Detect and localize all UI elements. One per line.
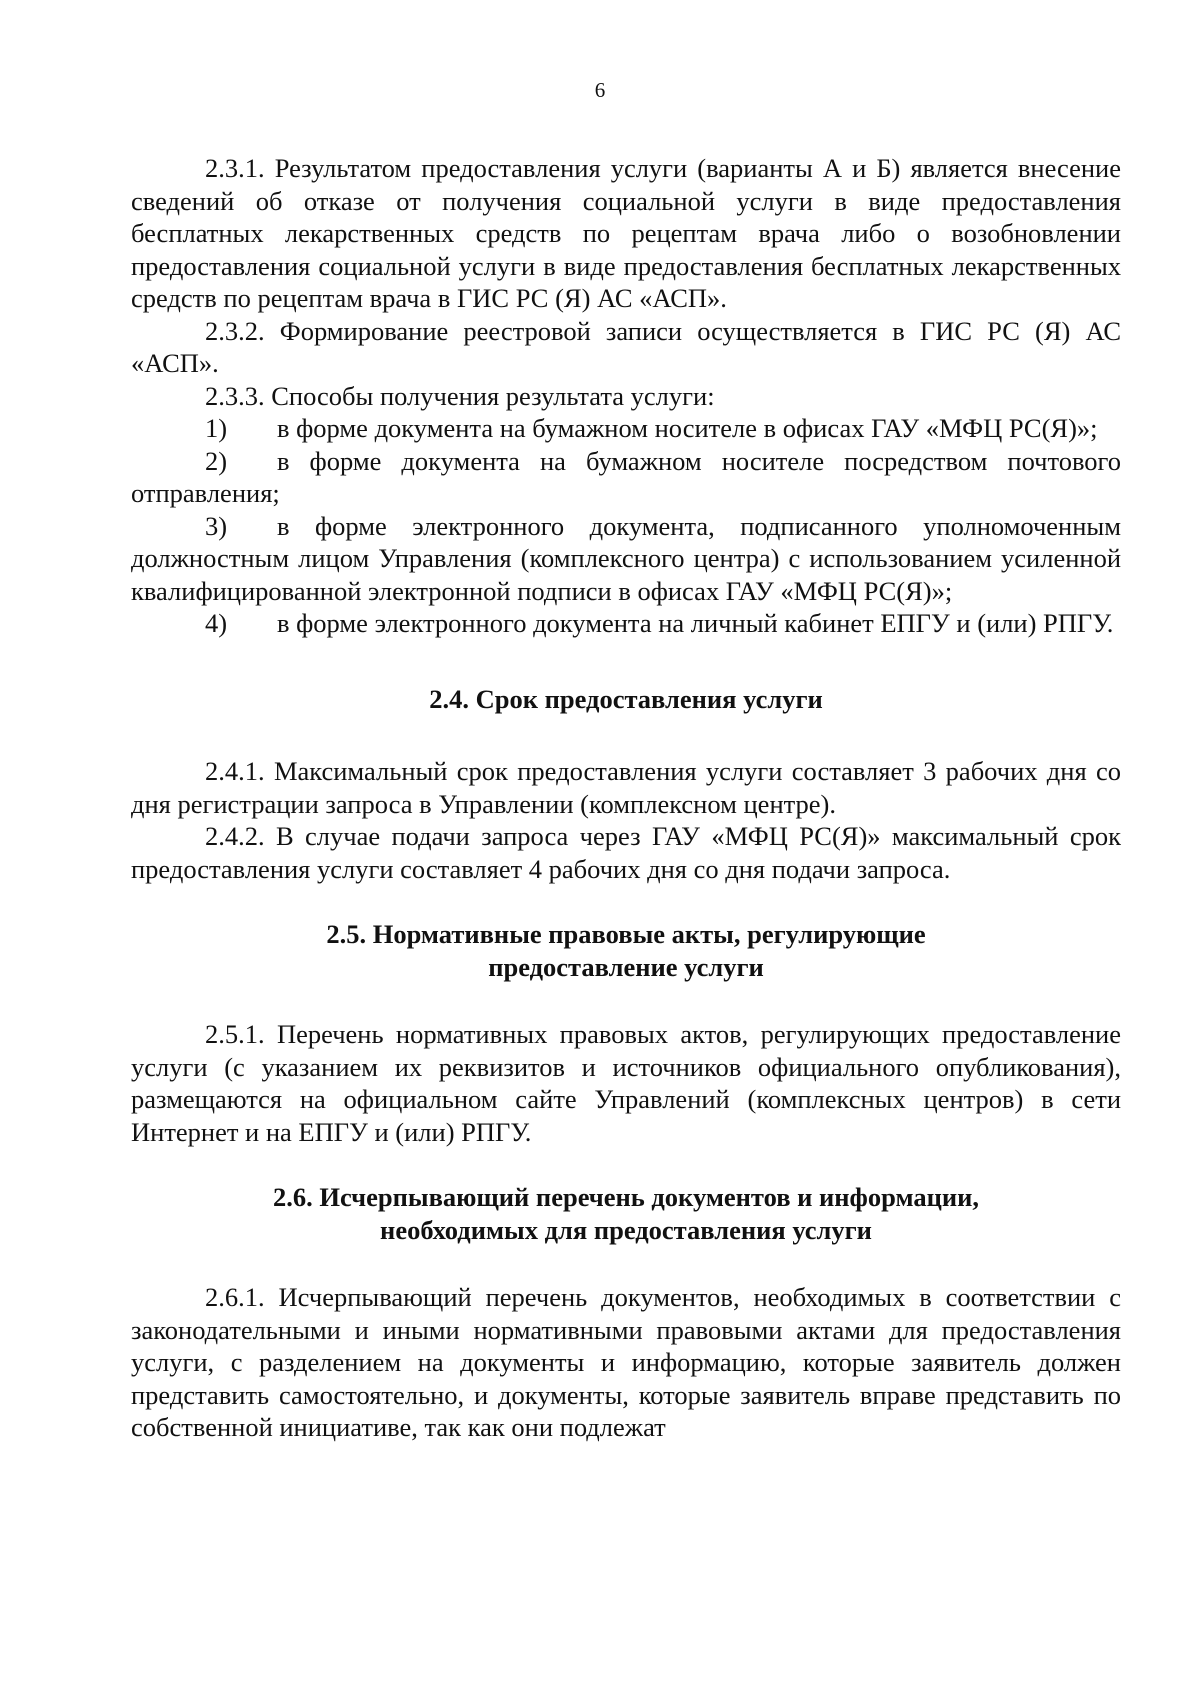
heading-line: 2.4. Срок предоставления услуги bbox=[429, 683, 823, 714]
paragraph-2-5-1: 2.5.1. Перечень нормативных правовых актов, регулирующих предоставление услуги (с указанием их реквизитов и источников официального опубликования), размещаются на официальном сайте Управлений (комплексных центров) в сети Интернет и на ЕПГУ и (или) РПГУ. bbox=[131, 1019, 1121, 1147]
paragraph-2-4-1: 2.4.1. Максимальный срок предоставления услуги составляет 3 рабочих дня со дня регистрации запроса в Управлении (комплексном центре). bbox=[131, 756, 1121, 819]
paragraph-2-3-1: 2.3.1. Результатом предоставления услуги (варианты А и Б) является внесение сведений об отказе от получения социальной услуги в виде предоставления бесплатных лекарственных средств по рецептам врача либо о возобновлении предоставления социальной услуги в виде предоставления бесплатных лекарственных средств по рецептам врача в ГИС РС (Я) АС «АСП». bbox=[131, 153, 1121, 313]
heading-line: 2.5. Нормативные правовые акты, регулирующие bbox=[326, 919, 926, 949]
list-item-number: 3) bbox=[205, 510, 228, 541]
paragraph-2-4-2: 2.4.2. В случае подачи запроса через ГАУ «МФЦ РС(Я)» максимальный срок предоставления услуги составляет 4 рабочих дня со дня подачи запроса. bbox=[131, 821, 1121, 884]
heading-line: предоставление услуги bbox=[488, 951, 764, 982]
list-item-text: в форме документа на бумажном носителе в офисах ГАУ «МФЦ РС(Я)»; bbox=[277, 413, 1098, 443]
document-body bbox=[131, 152, 1121, 1444]
list-item bbox=[131, 510, 1121, 608]
list-item bbox=[131, 412, 1121, 445]
page-number: 6 bbox=[594, 78, 606, 102]
list-item-text: в форме документа на бумажном носителе посредством почтового отправления; bbox=[131, 445, 1121, 508]
heading-line: 2.6. Исчерпывающий перечень документов и информации, bbox=[272, 1182, 980, 1212]
list-item-number: 1) bbox=[205, 413, 228, 443]
list-item-text: в форме электронного документа, подписанного уполномоченным должностным лицом Управления (комплексного центра) с использованием усиленной квалифицированной электронной подписи в офисах ГАУ «МФЦ РС(Я)»; bbox=[131, 510, 1121, 606]
section-heading-2-4 bbox=[131, 683, 1121, 716]
paragraph-2-3-3: 2.3.3. Способы получения результата услуги: bbox=[205, 380, 715, 411]
section-heading-2-5 bbox=[131, 918, 1121, 983]
list-item-text: в форме электронного документа на личный кабинет ЕПГУ и (или) РПГУ. bbox=[277, 608, 1114, 638]
list-item-number: 4) bbox=[205, 608, 228, 638]
list-item bbox=[131, 607, 1121, 640]
section-heading-2-6 bbox=[131, 1181, 1121, 1246]
list-item bbox=[131, 445, 1121, 510]
list-item-number: 2) bbox=[205, 445, 228, 476]
paragraph-2-3-2: 2.3.2. Формирование реестровой записи осуществляется в ГИС РС (Я) АС «АСП». bbox=[131, 315, 1121, 378]
heading-line: необходимых для предоставления услуги bbox=[380, 1214, 872, 1245]
paragraph-2-6-1: 2.6.1. Исчерпывающий перечень документов, необходимых в соответствии с законодательными и иными нормативными правовыми актами для предоставления услуги, с разделением на документы и информацию, которые заявитель должен представить самостоятельно, и документы, которые заявитель вправе представить по собственной инициативе, так как они подлежат bbox=[131, 1282, 1121, 1442]
